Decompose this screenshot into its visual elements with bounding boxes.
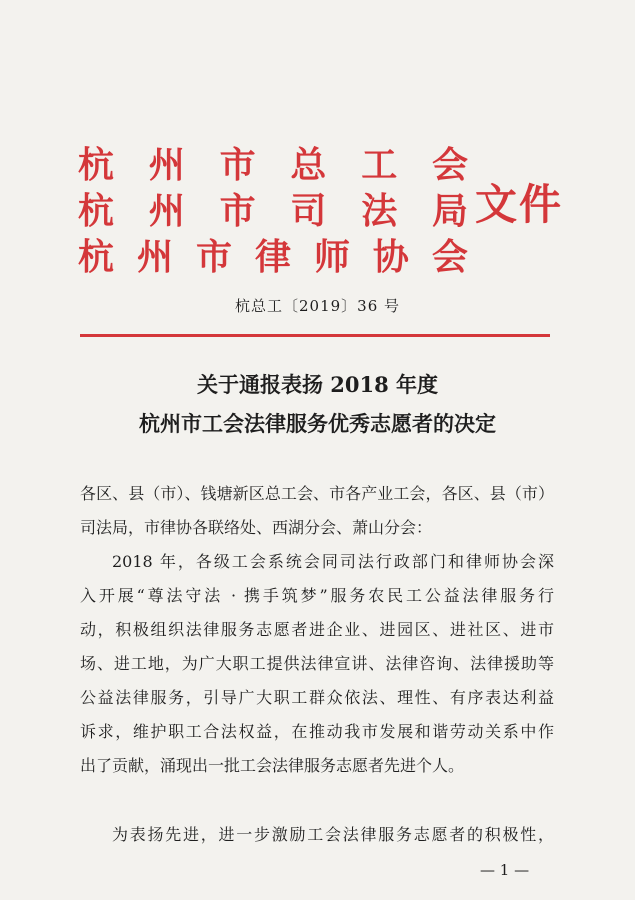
document-type-label: 文件 <box>475 180 564 229</box>
issuer-char: 律 <box>254 236 291 278</box>
body-text-line: 入开展“尊法守法 · 携手筑梦”服务农民工公益法律服务行 <box>80 586 554 605</box>
issuer-char: 州 <box>148 190 185 232</box>
issuer-char: 杭 <box>78 144 115 186</box>
issuer-char: 局 <box>431 190 468 232</box>
issuer-line-lawyers-association <box>78 235 468 279</box>
issuer-char: 总 <box>290 144 327 186</box>
document-number: 杭总工〔2019〕36 号 <box>234 297 401 315</box>
issuer-line-federation-of-trade-unions <box>78 143 468 187</box>
issuer-char: 工 <box>361 144 398 186</box>
issuer-line-justice-bureau <box>78 189 468 233</box>
body-text-line: 2018 年，各级工会系统会同司法行政部门和律师协会深 <box>112 552 554 571</box>
issuer-char: 法 <box>361 190 398 232</box>
body-text-line: 各区、县（市）、钱塘新区总工会、市各产业工会，各区、县（市） <box>80 484 554 503</box>
issuer-char: 协 <box>372 236 409 278</box>
body-text-line: 公益法律服务，引导广大职工群众依法、理性、有序表达利益 <box>80 688 554 707</box>
page-number: — 1 — <box>480 861 530 879</box>
issuer-char: 杭 <box>78 190 115 232</box>
document-title-line-1: 关于通报表扬 2018 年度 <box>196 372 439 397</box>
issuer-char: 市 <box>219 144 256 186</box>
issuer-char: 州 <box>148 144 185 186</box>
issuer-char: 师 <box>313 236 350 278</box>
issuer-char: 州 <box>136 236 173 278</box>
issuer-char: 会 <box>431 144 468 186</box>
red-header-divider <box>80 334 550 337</box>
body-text-line: 出了贡献，涌现出一批工会法律服务志愿者先进个人。 <box>80 756 465 775</box>
body-text-line: 动，积极组织法律服务志愿者进企业、进园区、进社区、进市 <box>80 620 554 639</box>
issuer-char: 市 <box>195 236 232 278</box>
issuer-char: 市 <box>219 190 256 232</box>
document-title-line-2: 杭州市工会法律服务优秀志愿者的决定 <box>139 411 496 436</box>
body-text-line: 司法局，市律协各联络处、西湖分会、萧山分会： <box>80 518 433 537</box>
issuer-char: 司 <box>290 190 327 232</box>
issuer-char: 杭 <box>78 236 115 278</box>
body-text-line: 场、进工地，为广大职工提供法律宣讲、法律咨询、法律援助等 <box>80 654 554 673</box>
body-text-line: 为表扬先进，进一步激励工会法律服务志愿者的积极性， <box>112 825 554 844</box>
body-text-line: 诉求，维护职工合法权益，在推动我市发展和谐劳动关系中作 <box>80 722 554 741</box>
issuer-char: 会 <box>431 236 468 278</box>
